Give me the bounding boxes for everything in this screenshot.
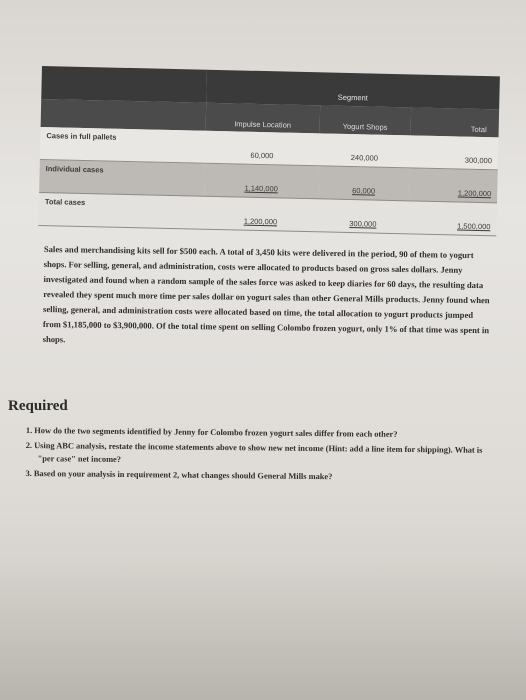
table-cell: 1,140,000 [204,163,319,199]
table-cell: 1,200,000 [203,196,318,232]
segment-table [38,66,500,236]
case-paragraph: Sales and merchandising kits sell for $500 each. A total of 3,450 kits were delivered in the period, 90 of them to yogurt shops. For selling, general, and administration, costs were allocated to products based on gross sales dollars. Jenny investigated and found when a random sample of the sales force was asked to keep diaries for 60 days, the resulting data revealed they spent much more time per sales dollar on yogurt sales than other General Mills products. Jenny found when selling, general, and administration costs were allocated based on time, the total allocation to yogurt products jumped from $1,185,000 to $3,900,000. Of the total time spent on selling Colombo frozen yogurt, only 1% of that time was spent in shops. [42,243,490,345]
table-cell: 60,000 [205,131,320,166]
required-list [25,424,496,487]
table-cell: 1,200,000 [409,168,498,203]
column-header: Total [410,107,499,137]
list-item: 1. How do the two segments identified by Jenny for Colombo frozen yogurt sales differ from each other? [25,425,398,439]
required-heading: Required [8,398,68,414]
table-cell: 240,000 [319,133,411,168]
table-cell: 60,000 [318,166,410,201]
table-cell: 300,000 [317,199,409,234]
table-cell: 1,500,000 [408,201,497,236]
column-header: Yogurt Shops [319,105,410,135]
row-label: Total cases [38,192,204,229]
row-label: Individual cases [39,159,205,196]
photo-shadow [0,560,526,700]
list-item: 2. Using ABC analysis, restate the income statements above to show new net income (Hint: add a line item for shipping). What is "per case" net income? [25,440,483,464]
table-cell: 300,000 [410,135,499,169]
list-item: 3. Based on your analysis in requirement 2, what changes should General Mills make? [25,468,333,482]
column-header: Impulse Location [205,103,320,134]
segment-title: Segment [206,70,500,110]
row-label: Cases in full pallets [40,127,206,163]
